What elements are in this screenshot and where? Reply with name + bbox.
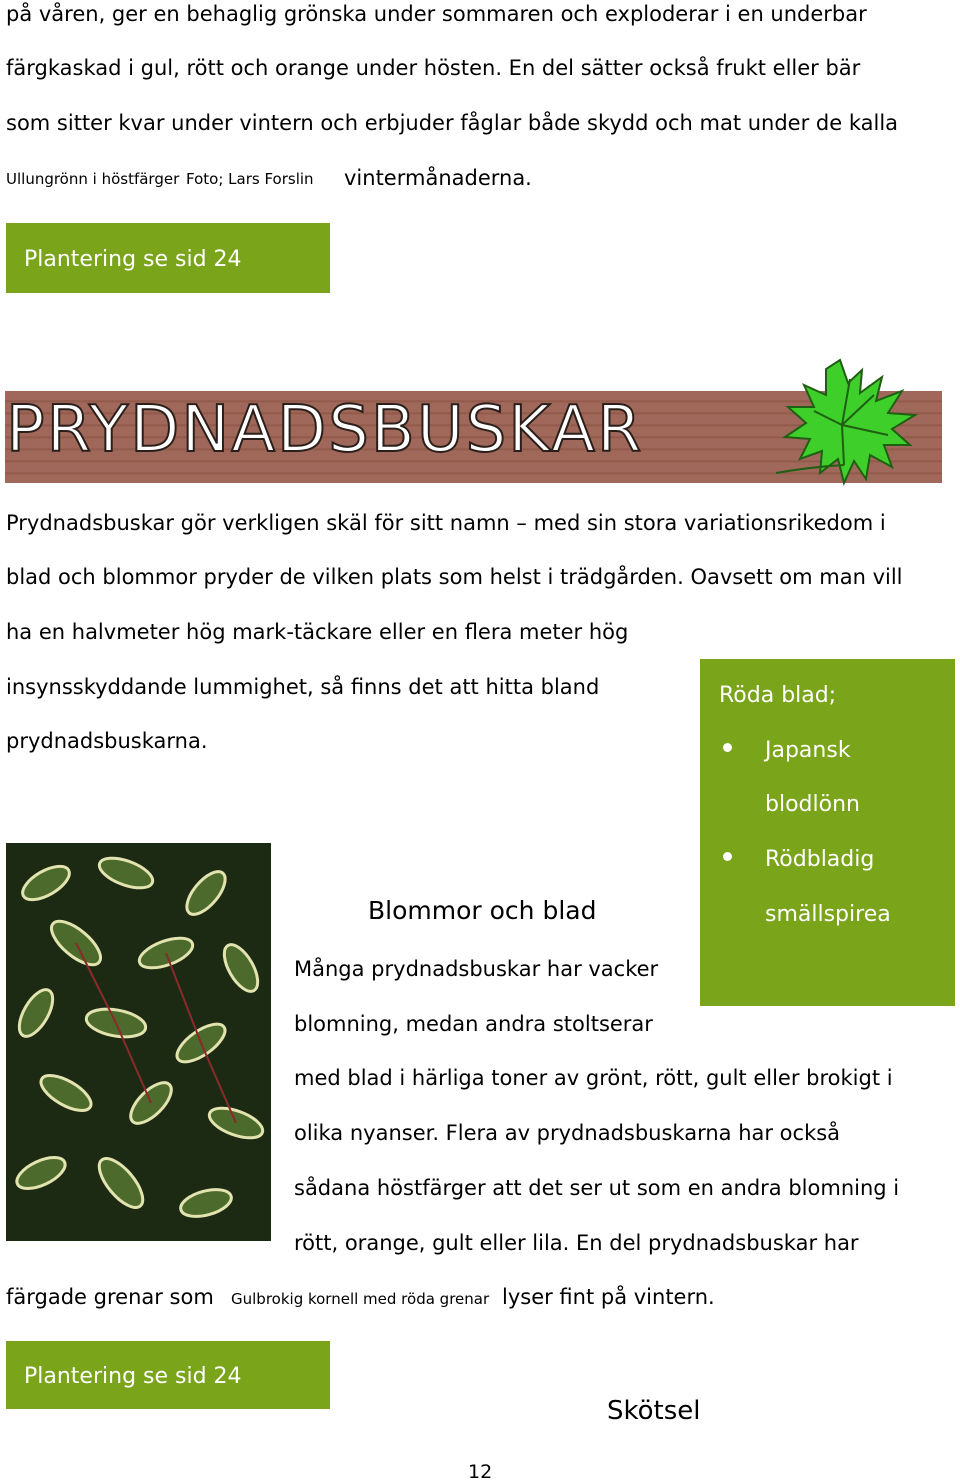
sidebar-item-1-line-2: blodlönn (765, 792, 860, 817)
flowers-line-3: med blad i härliga toner av grönt, rött, gult eller brokigt i (294, 1066, 893, 1090)
maple-leaf-icon (770, 355, 920, 490)
planting-link-bottom-label: Plantering se sid 24 (24, 1364, 242, 1389)
care-heading: Skötsel (607, 1396, 701, 1426)
flowers-line-5: sådana höstfärger att det ser ut som en andra blomning i (294, 1176, 900, 1200)
bullet-icon (723, 852, 732, 861)
sidebar-heading: Röda blad; (719, 683, 837, 708)
flowers-line-1: Många prydnadsbuskar har vacker (294, 957, 659, 981)
intro-line-2: färgkaskad i gul, rött och orange under hösten. En del sätter också frukt eller bär (6, 56, 861, 80)
intro-photo-credit: Foto; Lars Forslin (186, 170, 314, 188)
flowers-last-line-start: färgade grenar som (6, 1285, 214, 1309)
flowers-line-6: rött, orange, gult eller lila. En del prydnadsbuskar har (294, 1231, 859, 1255)
section-line-1: Prydnadsbuskar gör verkligen skäl för sitt namn – med sin stora variationsrikedom i (6, 511, 886, 535)
planting-link-top-label: Plantering se sid 24 (24, 247, 242, 272)
flowers-heading: Blommor och blad (368, 896, 597, 925)
planting-link-bottom[interactable] (6, 1341, 330, 1409)
dogwood-photo (6, 843, 271, 1241)
intro-line-3: som sitter kvar under vintern och erbjuder fåglar både skydd och mat under de kalla (6, 111, 899, 135)
sidebar-item-2-line-2: smällspirea (765, 902, 891, 927)
page-number: 12 (468, 1461, 493, 1483)
intro-photo-caption: Ullungrönn i höstfärger (6, 170, 180, 188)
flowers-last-line-end: lyser fint på vintern. (502, 1285, 715, 1309)
red-leaves-sidebar (700, 659, 955, 1006)
dogwood-photo-caption: Gulbrokig kornell med röda grenar (231, 1290, 490, 1308)
section-line-2: blad och blommor pryder de vilken plats som helst i trädgården. Oavsett om man vill (6, 565, 903, 589)
sidebar-item-2-line-1: Rödbladig (765, 847, 875, 872)
intro-last-line: vintermånaderna. (344, 166, 532, 190)
section-line-3: ha en halvmeter hög mark-täckare eller en flera meter hög (6, 620, 629, 644)
flowers-line-4: olika nyanser. Flera av prydnadsbuskarna har också (294, 1121, 841, 1145)
intro-line-1: på våren, ger en behaglig grönska under sommaren och exploderar i en underbar (6, 2, 867, 26)
section-line-4: insynsskyddande lummighet, så finns det att hitta bland (6, 675, 600, 699)
sidebar-item-1-line-1: Japansk (765, 738, 851, 763)
flowers-line-2: blomning, medan andra stoltserar (294, 1012, 653, 1036)
section-title: PRYDNADSBUSKAR (6, 393, 644, 467)
section-line-5: prydnadsbuskarna. (6, 729, 208, 753)
bullet-icon (723, 743, 732, 752)
planting-link-top[interactable] (6, 223, 330, 293)
